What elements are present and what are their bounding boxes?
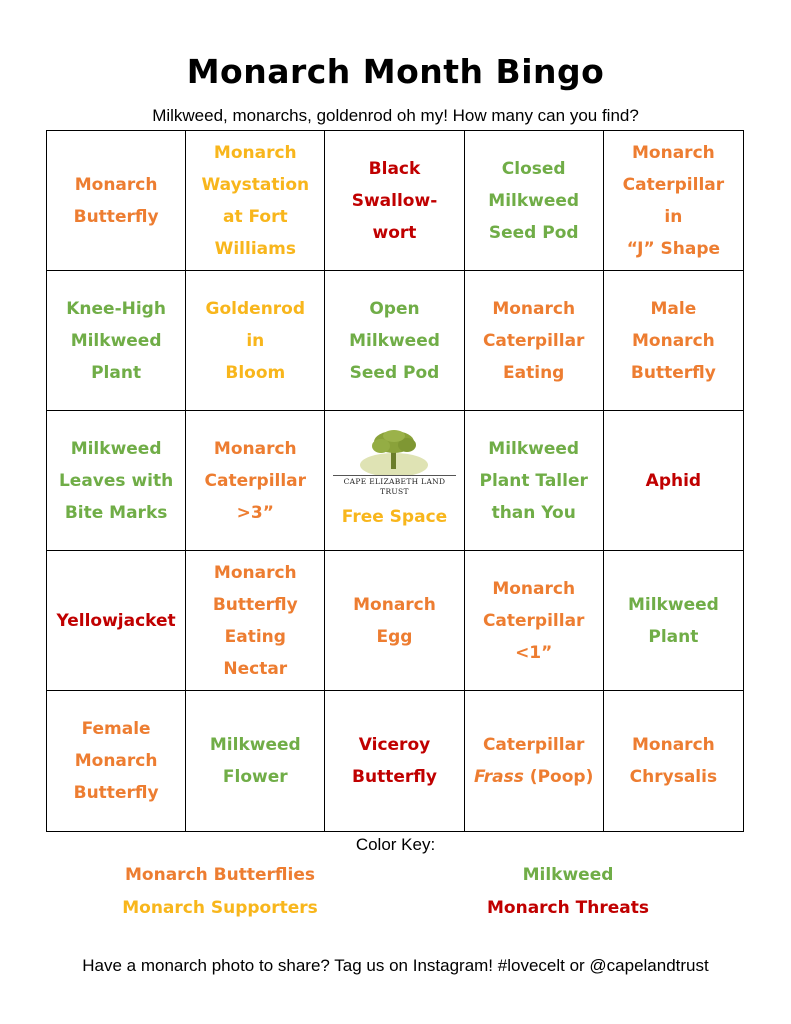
bingo-cell-line: Monarch xyxy=(213,142,297,163)
bingo-cell-line: Swallow-wort xyxy=(351,190,438,243)
bingo-cell-line: Monarch xyxy=(492,298,576,319)
land-trust-logo xyxy=(333,429,455,497)
bingo-cell-line: Monarch xyxy=(213,562,297,583)
bingo-cell xyxy=(47,131,186,271)
bingo-cell xyxy=(604,411,743,551)
page-subtitle: Milkweed, monarchs, goldenrod oh my! How many can you find? xyxy=(152,106,639,125)
bingo-cell-line: at Fort xyxy=(222,206,288,227)
bingo-cell xyxy=(186,551,325,691)
bingo-cell xyxy=(325,551,464,691)
key-milkweed: Milkweed xyxy=(522,865,614,885)
bingo-cell xyxy=(47,551,186,691)
bingo-cell-line: Monarch xyxy=(632,735,715,755)
bingo-cell-line: Black xyxy=(368,158,421,179)
bingo-cell-line: Butterfly xyxy=(73,783,159,803)
bingo-cell-line: “J” Shape xyxy=(626,238,721,259)
bingo-cell-line: Waystation xyxy=(201,174,310,195)
bingo-cell-line: Milkweed xyxy=(488,438,580,459)
bingo-cell xyxy=(47,271,186,411)
bingo-cell-line: Monarch Egg xyxy=(353,594,436,647)
bingo-cell-line: Butterfly xyxy=(73,206,159,227)
bingo-cell-line: Milkweed xyxy=(488,190,580,211)
bingo-cell-line: Butterfly xyxy=(352,767,437,787)
bingo-cell-line: Milkweed xyxy=(209,735,301,755)
bingo-cell-line: than You xyxy=(491,502,576,523)
bingo-cell-line: Monarch xyxy=(632,142,715,163)
bingo-cell-line: Caterpillar xyxy=(482,610,585,631)
bingo-cell xyxy=(604,131,743,271)
bingo-cell-line: Frass (Poop) xyxy=(474,767,594,787)
bingo-cell-line: Bloom xyxy=(225,362,286,383)
key-monarch-threats: Monarch Threats xyxy=(487,898,649,918)
bingo-cell-line: Milkweed xyxy=(70,438,162,459)
bingo-cell-line: <1” xyxy=(515,642,553,663)
bingo-cell-line: Flower xyxy=(222,767,288,787)
bingo-cell xyxy=(325,691,464,831)
footer-note: Have a monarch photo to share? Tag us on Instagram! #lovecelt or @capelandtrust xyxy=(82,956,709,975)
bingo-cell-line: Milkweed xyxy=(349,330,440,351)
bingo-cell-line: Seed Pod xyxy=(349,362,440,383)
page-title: Monarch Month Bingo xyxy=(186,52,605,91)
italic-word: Frass xyxy=(474,767,524,787)
bingo-cell-line: Open xyxy=(369,298,420,319)
bingo-cell-line: Aphid xyxy=(645,470,702,491)
bingo-cell-line: Goldenrod in xyxy=(205,298,306,351)
bingo-cell xyxy=(186,271,325,411)
bingo-cell xyxy=(186,131,325,271)
bingo-cell-line: Bite Marks xyxy=(64,502,168,523)
bingo-cell xyxy=(186,691,325,831)
bingo-cell xyxy=(186,411,325,551)
bingo-cell-line: Butterfly xyxy=(212,594,298,615)
logo-text: CAPE ELIZABETH LAND TRUST xyxy=(333,475,455,497)
color-key-label: Color Key: xyxy=(355,835,436,854)
tree-logo-icon xyxy=(339,429,449,475)
bingo-cell-line: Monarch xyxy=(74,174,158,195)
bingo-cell-line: Yellowjacket xyxy=(56,610,176,631)
bingo-cell-line: Milkweed xyxy=(627,594,719,615)
bingo-cell-line: Plant xyxy=(91,362,142,383)
bingo-cell-line: Monarch xyxy=(74,751,158,771)
bingo-cell-line: >3” xyxy=(236,502,274,523)
bingo-cell xyxy=(47,411,186,551)
bingo-cell-line: Viceroy xyxy=(358,735,431,755)
bingo-cell xyxy=(325,131,464,271)
bingo-cell-line: Caterpillar xyxy=(482,330,585,351)
bingo-cell-line: Closed xyxy=(501,158,566,179)
bingo-cell-free-space xyxy=(325,411,464,551)
bingo-cell-line: Plant Taller xyxy=(479,470,588,491)
bingo-cell-line: Leaves with xyxy=(58,470,174,491)
bingo-cell-line: Caterpillar in xyxy=(622,174,725,227)
bingo-cell xyxy=(47,691,186,831)
bingo-cell xyxy=(465,551,604,691)
bingo-cell xyxy=(465,691,604,831)
bingo-cell xyxy=(604,551,743,691)
bingo-cell xyxy=(465,271,604,411)
bingo-cell xyxy=(465,411,604,551)
bingo-cell-line: Seed Pod xyxy=(488,222,579,243)
bingo-cell-line: Chrysalis xyxy=(629,767,718,787)
bingo-cell-line: Female xyxy=(81,719,151,739)
bingo-cell-line: Monarch xyxy=(632,330,715,351)
bingo-cell-line: Male xyxy=(650,298,697,319)
bingo-cell-line: Eating xyxy=(503,362,565,383)
bingo-cell-line: Free Space xyxy=(341,506,448,527)
bingo-cell xyxy=(325,271,464,411)
bingo-cell xyxy=(465,131,604,271)
bingo-cell-line: Monarch xyxy=(492,578,576,599)
bingo-cell-line: Knee-High xyxy=(66,298,166,319)
bingo-cell-line: Monarch xyxy=(213,438,297,459)
bingo-cell-line: Caterpillar xyxy=(204,470,307,491)
bingo-cell-line: Williams xyxy=(214,238,296,259)
key-monarch-supporters: Monarch Supporters xyxy=(122,898,318,918)
key-monarch-butterflies: Monarch Butterflies xyxy=(125,865,315,885)
bingo-cell-line: Nectar xyxy=(223,658,288,679)
bingo-cell-line: Caterpillar xyxy=(482,735,585,755)
bingo-grid xyxy=(46,130,744,832)
bingo-cell xyxy=(604,271,743,411)
bingo-cell-line: Eating xyxy=(224,626,286,647)
bingo-cell-line: Milkweed xyxy=(70,330,162,351)
bingo-cell-line: Plant xyxy=(648,626,699,647)
bingo-cell-line: Butterfly xyxy=(630,362,716,383)
bingo-cell xyxy=(604,691,743,831)
